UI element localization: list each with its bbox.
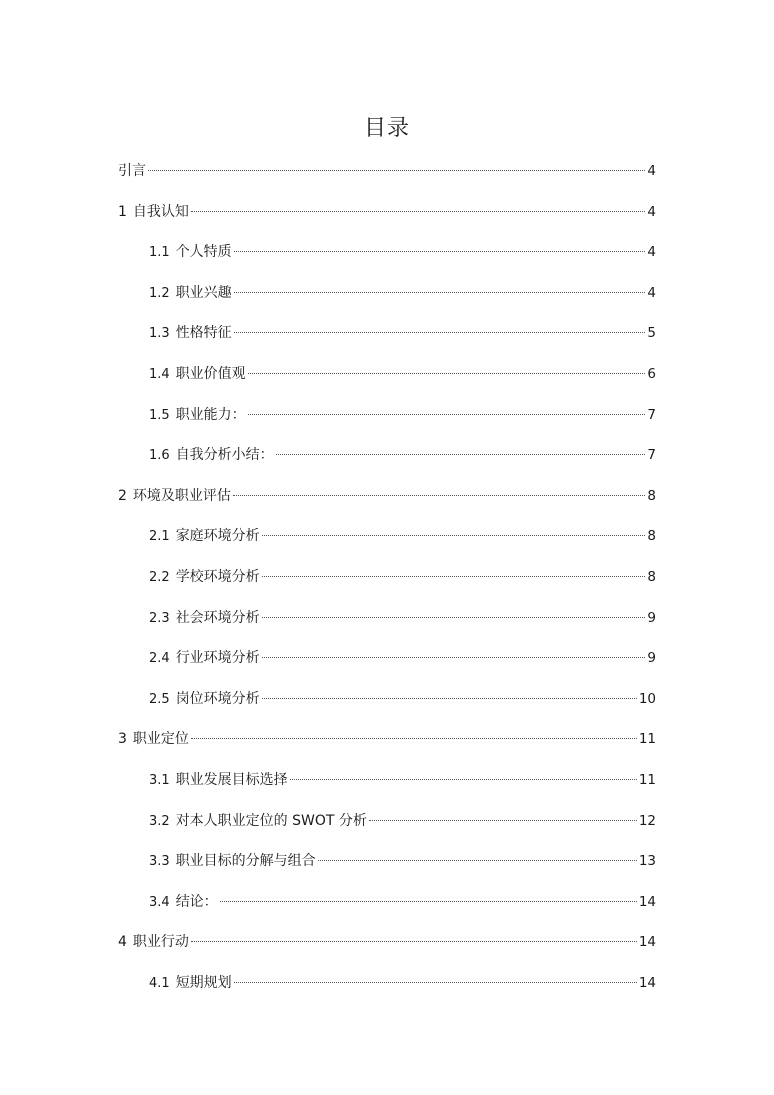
toc-entry-label: [149, 845, 316, 878]
toc-entry-number: 4.1: [149, 975, 170, 991]
toc-dot-leader: [234, 251, 646, 252]
toc-title: 目录: [363, 116, 410, 141]
toc-page-number: 14: [638, 893, 656, 910]
toc-page-number: 8: [647, 528, 656, 545]
toc-entry-text: 职业兴趣: [175, 284, 232, 301]
toc-entry[interactable]: [118, 196, 656, 237]
toc-entry[interactable]: [118, 439, 656, 480]
toc-entry-number: 3.2: [149, 813, 170, 829]
toc-page-number: 6: [647, 365, 656, 382]
toc-entry[interactable]: [118, 642, 656, 683]
toc-entry-number: 4: [118, 934, 127, 951]
toc-entry-label: [149, 358, 246, 391]
toc-entry-label: [149, 683, 260, 716]
toc-entry-label: [118, 926, 189, 958]
toc-entry[interactable]: [118, 520, 656, 561]
toc-entry-label: [118, 723, 189, 755]
toc-dot-leader: [262, 657, 646, 658]
toc-entry[interactable]: [118, 155, 656, 196]
toc-entry-text: 自我认知: [132, 203, 189, 220]
toc-dot-leader: [318, 860, 637, 861]
toc-entry[interactable]: [118, 683, 656, 724]
toc-entry-label: [149, 317, 232, 350]
toc-entry-number: 3.3: [149, 854, 170, 870]
toc-entry[interactable]: [118, 602, 656, 643]
toc-entry-number: 1.5: [149, 407, 170, 423]
toc-entry-text: 个人特质: [175, 244, 232, 261]
toc-entry-text: 行业环境分析: [175, 650, 260, 667]
toc-entry-number: 3.1: [149, 772, 170, 788]
toc-entry[interactable]: [118, 358, 656, 399]
toc-entry-text: 自我分析小结：: [175, 447, 274, 464]
toc-dot-leader: [233, 495, 645, 496]
toc-entry-text: 学校环境分析: [175, 568, 260, 585]
toc-entry[interactable]: [118, 845, 656, 886]
toc-page-number: 5: [647, 325, 656, 342]
toc-entry-number: 2.5: [149, 691, 170, 707]
toc-entry-text: 对本人职业定位的 SWOT 分析: [175, 812, 367, 829]
toc-entry-number: 2.3: [149, 610, 170, 626]
toc-dot-leader: [262, 617, 646, 618]
toc-entry-text: 岗位环境分析: [175, 690, 260, 707]
toc-page-number: 8: [647, 568, 656, 585]
toc-entry-text: 职业价值观: [175, 365, 246, 382]
toc-page-number: 12: [638, 812, 656, 829]
toc-entry-label: [149, 602, 260, 635]
toc-entry-number: 1.6: [149, 448, 170, 464]
toc-page-number: 14: [638, 974, 656, 991]
toc-dot-leader: [220, 901, 637, 902]
toc-entry[interactable]: [118, 236, 656, 277]
toc-entry-label: [149, 399, 246, 432]
toc-dot-leader: [276, 454, 646, 455]
toc-entry-text: 环境及职业评估: [132, 487, 231, 504]
toc-dot-leader: [234, 982, 637, 983]
toc-page-number: 9: [647, 650, 656, 667]
toc-entry-text: 社会环境分析: [175, 609, 260, 626]
toc-dot-leader: [148, 170, 645, 171]
toc-entry[interactable]: [118, 926, 656, 967]
toc-page-number: 14: [638, 934, 656, 951]
toc-entry-number: 2: [118, 487, 127, 504]
toc-entry[interactable]: [118, 764, 656, 805]
toc-entry-number: 1.2: [149, 285, 170, 301]
toc-page-number: 4: [647, 163, 656, 179]
toc-entry-text: 职业能力：: [175, 406, 246, 423]
toc-entry-label: [149, 277, 232, 310]
toc-entry-label: [149, 764, 288, 797]
toc-entry-label: [118, 196, 189, 228]
toc-page-number: 7: [647, 406, 656, 423]
toc-page-number: 4: [647, 203, 656, 220]
toc-entry-label: [149, 967, 232, 1000]
toc-dot-leader: [191, 941, 637, 942]
toc-entry[interactable]: [118, 480, 656, 521]
toc-page-number: 11: [638, 771, 656, 788]
toc-entry-number: 1.3: [149, 326, 170, 342]
toc-entry-number: 3: [118, 731, 127, 748]
toc-page-number: 4: [647, 284, 656, 301]
toc-entry-number: 3.4: [149, 894, 170, 910]
toc-entry-text: 职业定位: [132, 731, 189, 748]
toc-entry-label: [149, 886, 218, 919]
toc-entry-label: [118, 480, 231, 512]
toc-entry-label: [149, 520, 260, 553]
toc-entry-text: 职业发展目标选择: [175, 771, 288, 788]
toc-entry-label: [149, 642, 260, 675]
toc-entry-number: 2.4: [149, 651, 170, 667]
toc-entry-label: [149, 439, 274, 472]
toc-dot-leader: [248, 414, 646, 415]
toc-entry[interactable]: [118, 723, 656, 764]
toc-entry-text: 短期规划: [175, 974, 232, 991]
toc-entry-text: 职业行动: [132, 934, 189, 951]
toc-dot-leader: [290, 779, 637, 780]
toc-entry-label: [118, 155, 146, 187]
toc-page-number: 4: [647, 244, 656, 261]
toc-entry[interactable]: [118, 317, 656, 358]
toc-dot-leader: [262, 535, 646, 536]
toc-page-number: 9: [647, 609, 656, 626]
toc-dot-leader: [191, 211, 645, 212]
toc-entry-text: 结论：: [175, 893, 218, 910]
toc-entry-number: 1: [118, 203, 127, 220]
toc-entry-text: 引言: [118, 163, 146, 179]
toc-dot-leader: [262, 576, 646, 577]
toc-entry[interactable]: [118, 967, 656, 1008]
toc-page-number: 11: [638, 731, 656, 748]
toc-entry-text: 性格特征: [175, 325, 232, 342]
toc-dot-leader: [234, 292, 646, 293]
toc-entry[interactable]: [118, 886, 656, 927]
toc-entry-number: 2.1: [149, 529, 170, 545]
toc-entry[interactable]: [118, 561, 656, 602]
toc-page-number: 7: [647, 447, 656, 464]
toc-entry-number: 2.2: [149, 569, 170, 585]
toc-entry-text: 家庭环境分析: [175, 528, 260, 545]
toc-entry-label: [149, 236, 232, 269]
toc-entry-number: 1.4: [149, 366, 170, 382]
toc-dot-leader: [248, 373, 646, 374]
toc-dot-leader: [262, 698, 637, 699]
toc-entry[interactable]: [118, 399, 656, 440]
toc-entry-label: [149, 561, 260, 594]
toc-entry-text: 职业目标的分解与组合: [175, 853, 316, 870]
toc-entry[interactable]: [118, 805, 656, 846]
table-of-contents: [118, 155, 656, 1007]
toc-dot-leader: [369, 820, 637, 821]
toc-dot-leader: [191, 738, 637, 739]
toc-entry-label: [149, 805, 367, 838]
toc-entry-number: 1.1: [149, 245, 170, 261]
toc-entry[interactable]: [118, 277, 656, 318]
toc-page-number: 10: [638, 690, 656, 707]
toc-page-number: 8: [647, 487, 656, 504]
toc-dot-leader: [234, 332, 646, 333]
toc-page-number: 13: [638, 853, 656, 870]
